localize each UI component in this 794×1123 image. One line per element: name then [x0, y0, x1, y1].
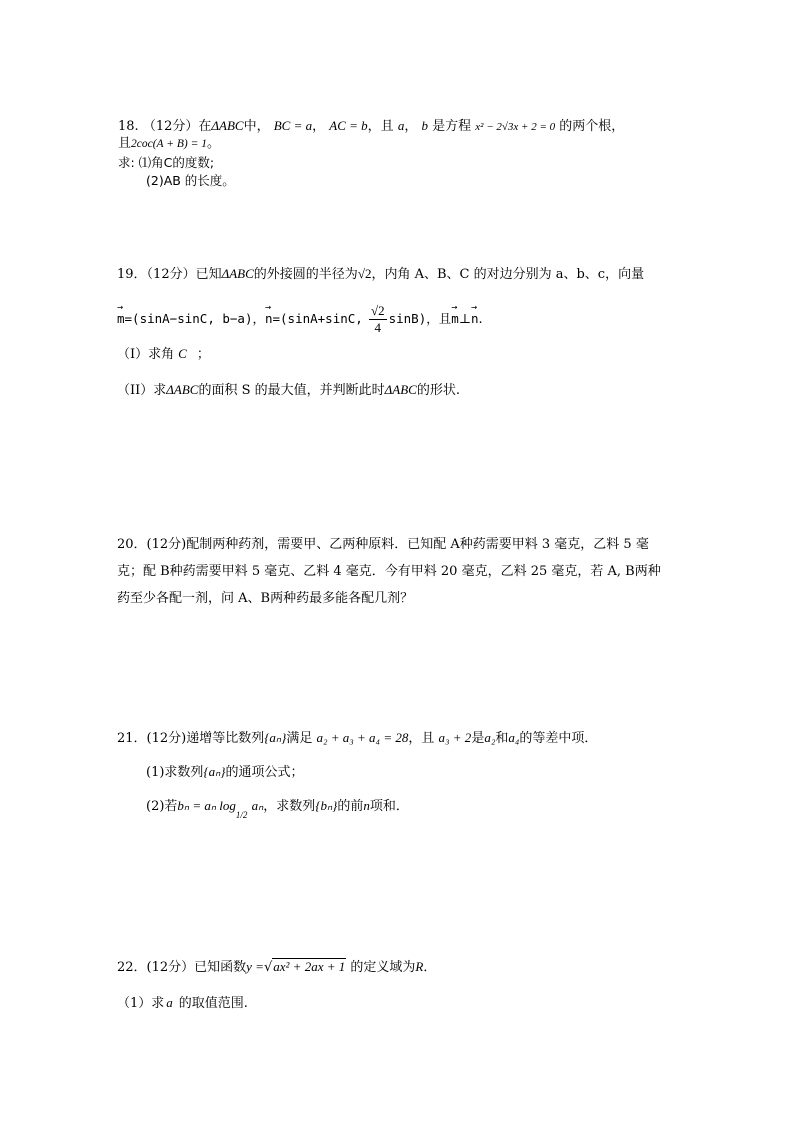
q19-text: （II）求: [117, 383, 167, 398]
q21-text: (1)求数列: [146, 765, 204, 780]
q19-perp-n: → n: [471, 304, 479, 334]
q19-text: sinB)，且: [388, 311, 452, 326]
q21-seq-a: {aₙ}: [203, 764, 226, 779]
q19-line1: [117, 265, 644, 284]
q21-seq-b: {bₙ}: [315, 798, 338, 813]
q19-text: 的外接圆的半径为: [253, 267, 358, 282]
q19-points: （12分）: [146, 267, 196, 282]
q21-text: 的前: [337, 799, 364, 814]
q21-text: 21．(12分)递增等比数列: [117, 731, 265, 746]
q21-term: a₃ + 2: [438, 730, 472, 745]
q21-text: 的通项公式；: [225, 765, 304, 780]
q18-text: 。: [207, 136, 221, 151]
q18-text: ，: [404, 119, 418, 134]
q21-text: ，求数列: [263, 799, 316, 814]
q21-text: 满足: [286, 731, 313, 746]
q18-part2: (2)AB 的长度。: [146, 173, 235, 188]
q19-vector-n: → n: [265, 304, 273, 334]
q22-radicand: ax² + 2ax + 1: [273, 959, 346, 974]
q19-part1: [117, 345, 210, 364]
q18-equation: x² − 2√3x + 2 = 0: [475, 121, 556, 133]
q18-eq-bc: BC = a: [273, 118, 313, 133]
q19-text: 已知: [195, 267, 222, 282]
q21-part1: [146, 763, 304, 782]
q22-text: ．: [423, 960, 437, 975]
q21-text: 和: [495, 731, 509, 746]
q19-triangle: ΔABC: [221, 266, 254, 281]
q19-text: 的面积 S 的最大值，并判断此时: [198, 383, 385, 398]
q22-var-a: a: [166, 995, 173, 1010]
q18-line2: [118, 135, 220, 153]
q21-sum-equation: a₂ + a₃ + a₄ = 28: [316, 730, 409, 745]
q18-text: 且: [118, 136, 132, 151]
q19-triangle: ΔABC: [384, 382, 417, 397]
q19-text: 的形状.: [416, 383, 460, 398]
q19-vector-m: → m: [117, 304, 125, 334]
q21-a4: a₄: [508, 730, 520, 745]
q19-text: ，内角 A、B、C 的对边分别为 a、b、c，向量: [371, 267, 645, 282]
q21-part2: [146, 797, 409, 820]
q21-text: 是: [471, 731, 485, 746]
q19-radius: √2: [357, 266, 372, 281]
q21-text: ，且: [408, 731, 435, 746]
q21-line1: [117, 729, 597, 748]
q20-line2: 克；配 B种药需要甲料 5 毫克、乙料 4 毫克．今有甲料 20 毫克，乙料 25 毫克，若 A, B两种: [117, 564, 661, 579]
q18-text: 中，: [243, 119, 270, 134]
q21-var-n: n: [363, 798, 370, 813]
q18-condition: 2coc(A + B) = 1: [131, 138, 207, 150]
q18-line1: [118, 117, 624, 136]
q22-domain: R: [415, 959, 424, 974]
q18-var-b: b: [421, 118, 428, 133]
q19-text: =(sinA−sinC, b−a)，: [124, 311, 265, 326]
q18-triangle: ΔABC: [211, 118, 244, 133]
q21-text: 的等差中项．: [519, 731, 598, 746]
q22-func-lhs: y =: [246, 959, 264, 974]
q18-text: 在: [198, 119, 212, 134]
q19-text: .: [478, 312, 483, 327]
q19-text: =(sinA+sinC,: [272, 311, 363, 326]
q22-text: 的取值范围.: [178, 996, 248, 1011]
q18-eq-ac: AC = b: [329, 118, 368, 133]
q19-frac-den: 4: [374, 320, 382, 335]
q18-text: ，: [312, 119, 326, 134]
q19-fraction: [369, 303, 387, 336]
q21-seq-a: {aₙ}: [264, 730, 287, 745]
q20-line3: 药至少各配一剂，问 A、B两种药最多能各配几剂？: [117, 591, 414, 606]
q21-a2: a₂: [484, 730, 496, 745]
q19-frac-num: √2: [370, 303, 385, 318]
q19-part2: [117, 381, 460, 400]
q21-text: (2)若: [146, 799, 178, 814]
q18-points: （12分）: [142, 119, 199, 134]
q19-text: ；: [196, 347, 210, 362]
q22-text: （1）求: [117, 996, 165, 1011]
q19-text: （I）求角: [117, 347, 175, 362]
q19-line2: [117, 303, 483, 336]
q21-bn-tail: aₙ: [251, 798, 264, 813]
q21-bn-definition: bₙ = aₙ log: [177, 798, 236, 813]
q19-perp-m: → m: [451, 304, 459, 334]
q22-part1: [117, 994, 248, 1013]
q20-line1: 20．(12分)配制两种药剂，需要甲、乙两种原料．已知配 A种药需要甲料 3 毫克，乙料 5 毫: [117, 537, 649, 552]
q19-perp-symbol: ⊥: [458, 312, 471, 327]
q18-var-a: a: [397, 118, 405, 133]
q21-text: 项和．: [369, 799, 409, 814]
q18-number: 18.: [118, 119, 139, 134]
q22-line1: 22．(12分）已知函数y =√ax² + 2ax + 1 的定义域为R．: [117, 959, 437, 975]
q22-text: 22．(12分）已知函数: [117, 960, 247, 975]
q18-text: 是方程: [432, 119, 472, 134]
q19-number: 19．: [117, 267, 147, 282]
q18-text: 的两个根，: [559, 119, 625, 134]
q18-text: ，且: [367, 119, 394, 134]
q19-triangle: ΔABC: [166, 382, 199, 397]
q22-text: 的定义域为: [350, 960, 416, 975]
q18-ask: 求: ⑴角C的度数;: [118, 155, 215, 170]
q19-var-c: C: [178, 346, 187, 361]
q21-log-base: 1/2: [235, 810, 248, 820]
